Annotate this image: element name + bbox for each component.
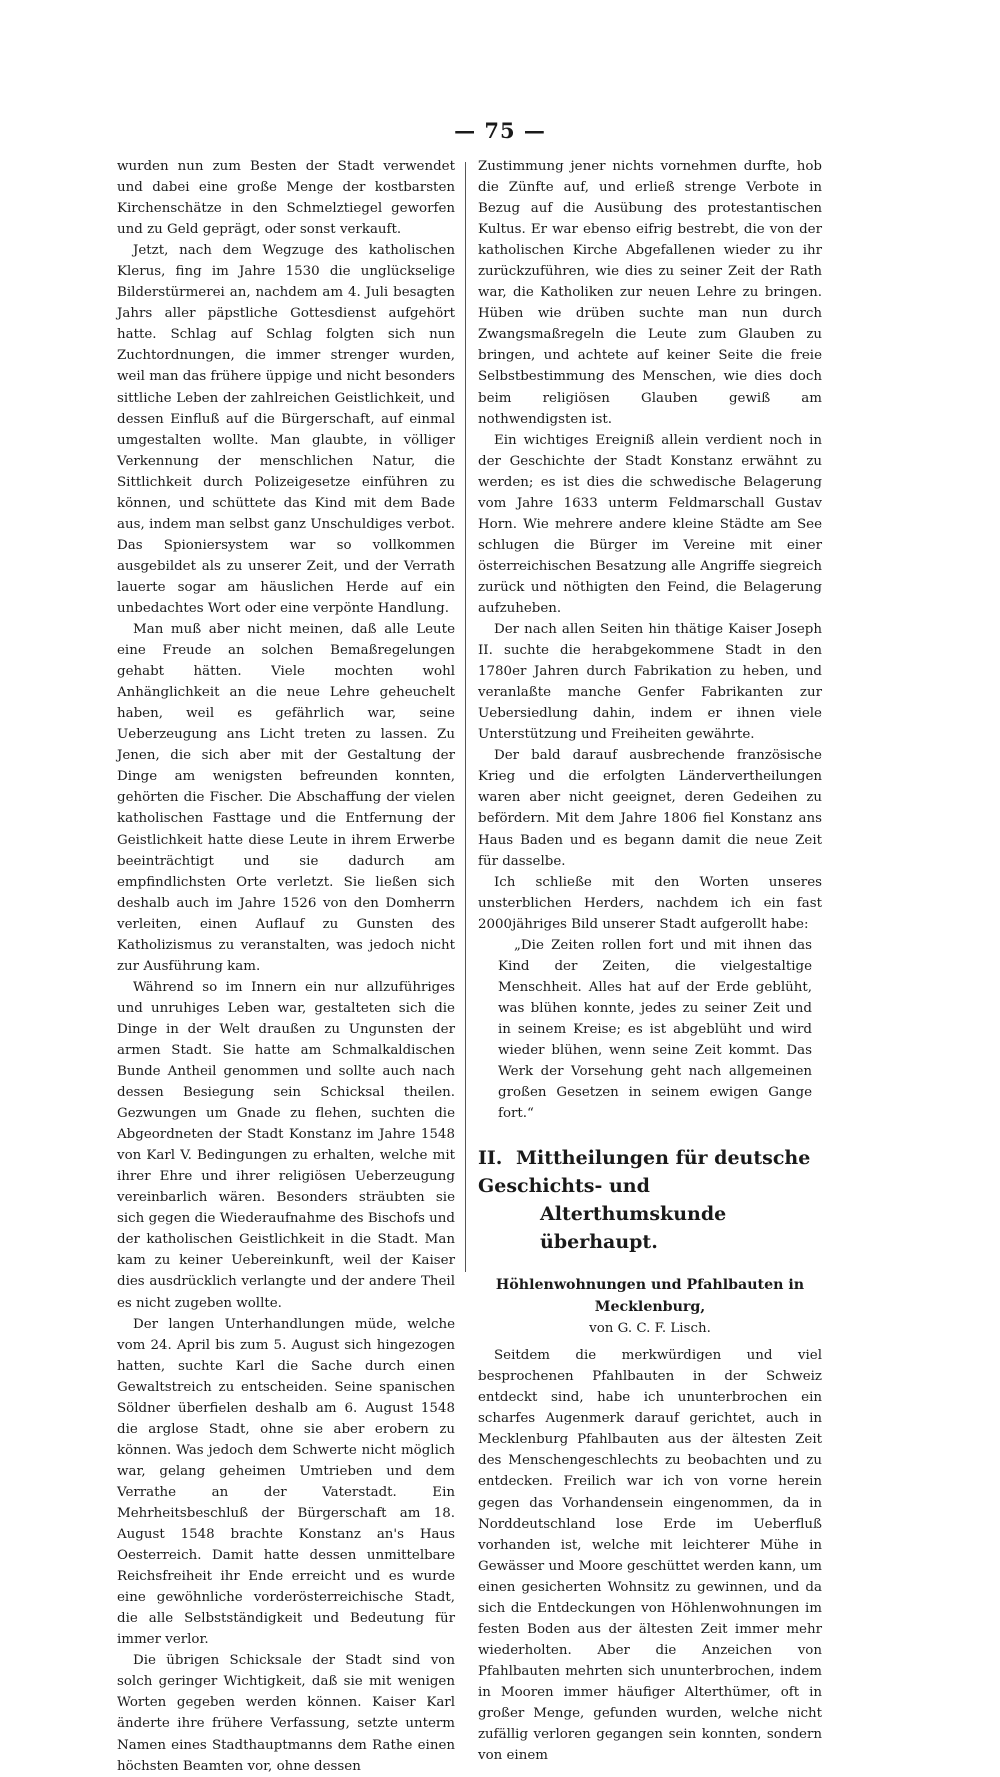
left-column	[117, 156, 455, 1777]
paragraph: wurden nun zum Besten der Stadt verwendet und dabei eine große Menge der kostbarsten Kirchenschätze in den Schmelztiegel geworfen und zu Geld geprägt, oder sonst verkauft.	[117, 159, 455, 238]
section-heading	[478, 1144, 822, 1256]
paragraph: Der langen Unterhandlungen müde, welche vom 24. April bis zum 5. August sich hingezogen hatten, suchte Karl die Sache durch einen Gewaltstreich zu entscheiden. Seine spanischen Söldner überfielen deshalb am 6. August 1548 die arglose Stadt, ohne sie aber erobern zu können. Was jedoch dem Schwerte nicht möglich war, gelang geheimen Umtrieben und dem Verrathe an der Vaterstadt. Ein Mehrheitsbeschluß der Bürgerschaft am 18. August 1548 brachte Konstanz an's Haus Oesterreich. Damit hatte dessen unmittelbare Reichsfreiheit ihr Ende erreicht und es wurde eine gewöhnliche vorderösterreichische Stadt, die alle Selbstständigkeit und Bedeutung für immer verlor.	[117, 1316, 455, 1648]
paragraph: Jetzt, nach dem Wegzuge des katholischen Klerus, fing im Jahre 1530 die unglückselige Bilderstürmerei an, nachdem am 4. Juli besagten Jahrs aller päpstliche Gottesdienst aufgehört hatte. Schlag auf Schlag folgten sich nun Zuchtordnungen, die immer strenger wurden, weil man das frühere üppige und nicht besonders sittliche Leben der zahlreichen Geistlichkeit, und dessen Einfluß auf die Bürgerschaft, auf einmal umgestalten wollte. Man glaubte, in völliger Verkennung der menschlichen Natur, die Sittlichkeit durch Polizeigesetze einführen zu können, und schüttete das Kind mit dem Bade aus, indem man selbst ganz Unschuldiges verbot. Das Spioniersystem war so vollkommen ausgebildet als zu unserer Zeit, und der Verrath lauerte sogar am häuslichen Herde auf ein unbedachtes Wort oder eine verpönte Handlung.	[117, 243, 455, 616]
paragraph: Während so im Innern ein nur allzuführiges und unruhiges Leben war, gestalteten sich die Dinge in der Welt draußen zu Ungunsten der armen Stadt. Sie hatte am Schmalkaldischen Bunde Antheil genommen und sollte auch nach dessen Besiegung sein Schicksal theilen. Gezwungen um Gnade zu flehen, suchten die Abgeordneten der Stadt Konstanz im Jahre 1548 von Karl V. Bedingungen zu erhalten, welche mit ihrer Ehre und ihrer religiösen Ueberzeugung vereinbarlich wären. Besonders sträubten sie sich gegen die Wiederaufnahme des Bischofs und der katholischen Geistlichkeit in die Stadt. Man kam zu keiner Uebereinkunft, weil der Kaiser dies ausdrücklich verlangte und der andere Theil es nicht zugeben wollte.	[117, 979, 455, 1311]
paragraph: Man muß aber nicht meinen, daß alle Leute eine Freude an solchen Bemaßregelungen gehabt hätten. Viele mochten wohl Anhänglichkeit an die neue Lehre geheuchelt haben, weil es gefährlich war, seine Ueberzeugung ans Licht treten zu lassen. Zu Jenen, die sich aber mit der Gestaltung der Dinge am wenigsten befreunden konnten, gehörten die Fischer. Die Abschaffung der vielen katholischen Fasttage und die Entfernung der Geistlichkeit hatte diese Leute in ihrem Erwerbe beeinträchtigt und sie dadurch am empfindlichsten Orte verletzt. Sie ließen sich deshalb auch im Jahre 1526 von den Domherrn verleiten, einen Auflauf zu Gunsten des Katholizismus zu veranstalten, was jedoch nicht zur Ausführung kam.	[117, 622, 455, 974]
section-number: II.	[478, 1147, 503, 1170]
paragraph: Der nach allen Seiten hin thätige Kaiser Joseph II. suchte die herabgekommene Stadt in den 1780er Jahren durch Fabrikation zu heben, und veranlaßte manche Genfer Fabrikanten zur Uebersiedlung dahin, indem er ihnen viele Unterstützung und Freiheiten gewährte.	[478, 622, 822, 743]
page-number: — 75 —	[454, 118, 546, 143]
article-paragraph: Seitdem die merkwürdigen und viel besprochenen Pfahlbauten in der Schweiz entdeckt sind, habe ich ununterbrochen ein scharfes Augenmerk darauf gerichtet, auch in Mecklenburg Pfahlbauten aus der ältesten Zeit des Menschengeschlechts zu beobachten und zu entdecken. Freilich war ich von vorne herein gegen das Vorhandensein eingenommen, da in Norddeutschland lose Erde im Ueberfluß vorhanden ist, welche mit leichterer Mühe in Gewässer und Moore geschüttet werden kann, um einen gesicherten Wohnsitz zu gewinnen, und da sich die Entdeckungen von Höhlenwohnungen im festen Boden aus der ältesten Zeit immer mehr wiederholten. Aber die Anzeichen von Pfahlbauten mehrten sich ununterbrochen, indem in Mooren immer häufiger Alterthümer, oft in großer Menge, gefunden wurden, welche nicht zufällig verloren gegangen sein konnten, sondern von einem	[478, 1348, 822, 1764]
article-heading: Höhlenwohnungen und Pfahlbauten in Mecklenburg,	[495, 1277, 805, 1316]
right-column	[478, 156, 822, 1766]
herder-quote: „Die Zeiten rollen fort und mit ihnen das Kind der Zeiten, die vielgestaltige Menschheit. Alles hat auf der Erde geblüht, was blühen konnte, jedes zu seiner Zeit und in seinem Kreise; es ist abgeblüht und wird wieder blühen, wenn seine Zeit kommt. Das Werk der Vorsehung geht nach allgemeinen großen Gesetzen in seinem ewigen Gange fort.“	[498, 937, 812, 1122]
paragraph: Zustimmung jener nichts vornehmen durfte, hob die Zünfte auf, und erließ strenge Verbote in Bezug auf die Ausübung des protestantischen Kultus. Er war ebenso eifrig bestrebt, die von der katholischen Kirche Abgefallenen wieder zu ihr zurückzuführen, wie dies zu seiner Zeit der Rath war, die Katholiken zur neuen Lehre zu bringen. Hüben wie drüben suchte man nun durch Zwangsmaßregeln die Leute zum Glauben zu bringen, und achtete auf keiner Seite die freie Selbstbestimmung des Menschen, wie dies doch beim religiösen Glauben gewiß am nothwendigsten ist.	[478, 159, 822, 427]
paragraph: Der bald darauf ausbrechende französische Krieg und die erfolgten Ländervertheilungen waren aber nicht geeignet, deren Gedeihen zu befördern. Mit dem Jahre 1806 fiel Konstanz ans Haus Baden und es begann damit die neue Zeit für dasselbe.	[478, 748, 822, 869]
section-title-line1: Mittheilungen für deutsche Geschichts- und	[478, 1147, 811, 1198]
section-title-line2: Alterthumskunde überhaupt.	[540, 1203, 727, 1254]
paragraph: Die übrigen Schicksale der Stadt sind von solch geringer Wichtigkeit, daß sie mit wenigen Worten gegeben werden können. Kaiser Karl änderte ihre frühere Verfassung, setzte unterm Namen eines Stadthauptmanns dem Rathe einen höchsten Beamten vor, ohne dessen	[117, 1653, 455, 1774]
paragraph: Ein wichtiges Ereigniß allein verdient noch in der Geschichte der Stadt Konstanz erwähnt zu werden; es ist dies die schwedische Belagerung vom Jahre 1633 unterm Feldmarschall Gustav Horn. Wie mehrere andere kleine Städte am See schlugen die Bürger im Vereine mit einer österreichischen Besatzung alle Angriffe siegreich zurück und nöthigten den Feind, die Belagerung aufzuheben.	[478, 432, 822, 616]
article-byline: von G. C. F. Lisch.	[589, 1321, 711, 1337]
paragraph: Ich schließe mit den Worten unseres unsterblichen Herders, nachdem ich ein fast 2000jähriges Bild unserer Stadt aufgerollt habe:	[478, 874, 822, 932]
column-divider	[465, 162, 466, 1272]
